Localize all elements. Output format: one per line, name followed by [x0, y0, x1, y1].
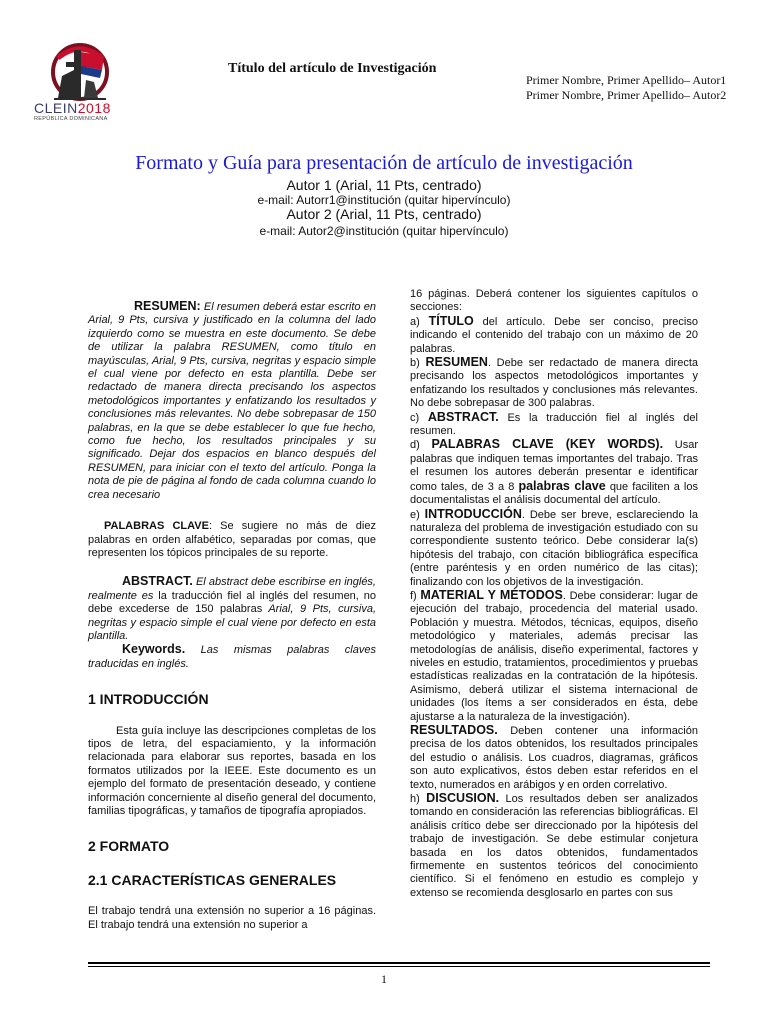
abstract-label: ABSTRACT. — [122, 574, 193, 589]
header-document-title: Título del artículo de Investigación — [228, 61, 437, 76]
section-f-text: . Debe considerar: lugar de ejecución del trabajo, procedencia del material usado. Población y muestra. Métodos, técnicas, equipos, diseño metodológico y materiales, además precisar las metodologías de análisis, diseño experimental, factores y niveles en estudio, tratamientos, procedimientos y pruebas estadísticas realizadas en la contratación de la hipótesis. Asimismo, deberá utilizar el sistema internacional de unidades (los ítems a ser considerados en ésta, debe ajustarse a la naturaleza de la investigación). — [410, 589, 698, 723]
heading-formato: 2 FORMATO — [88, 838, 170, 855]
left-column — [88, 300, 376, 932]
section-g-label: RESULTADOS. — [410, 723, 498, 737]
section-e — [410, 508, 698, 589]
introduccion-text: Esta guía incluye las descripciones completas de los tipos de letra, del espaciamiento, y la información relacionada para elaborar sus reportes, basada en los formatos utilizados por la IEEE. Este documento es un ejemplo del formato de presentación deseado, y contiene información concerniente al diseño general del documento, familias tipográficas, y tamaños de tipografía apropiados. — [88, 724, 377, 817]
author-1-email: e-mail: Autorr1@institución (quitar hipervínculo) — [257, 193, 511, 207]
abstract-text-plain: la traducción fiel al inglés del resumen, no debe excederse de 150 palabras — [88, 589, 376, 616]
section-h-text: Los resultados deben ser analizados tomando en consideración las referencias bibliográficas. El análisis crítico debe ser direccionado por la hipótesis del trabajo de investigación. Se debe estimular conjetura basada en los datos obtenidos, fundamentados firmemente en sustentos teóricos del conocimiento científico. Si el fenómeno en estudio es complejo y extenso se recomienda desglosarlo en partes con sus — [410, 793, 698, 899]
keywords-text: Las mismas palabras claves traducidas en inglés. — [88, 644, 376, 670]
section-g-text: Deben contener una información precisa de los datos obtenidos, los resultados principales del estudio o análisis. Los cuadros, diagramas, gráficos son auto explicativos, éstos deben estar referidos en el texto, numerados en arábigos y en orden correlativo. — [410, 725, 698, 791]
section-h-label: DISCUSION. — [426, 791, 500, 806]
palabras-clave-text: : Se sugiere no más de diez palabras en orden alfabético, separadas por comas, que representen los tópicos principales de su reporte. — [88, 520, 376, 559]
caracteristicas-text: El trabajo tendrá una extensión no superior a 16 páginas. El trabajo tendrá una extensión no superior a — [88, 905, 376, 931]
section-a-prefix: a) — [410, 315, 429, 328]
section-e-text: . Debe ser breve, esclareciendo la naturaleza del problema de investigación estudiado con su correspondiente sustento teórico. Debe considerar la(s) hipótesis del trabajo, con citación bibliográfica específica (entre paréntesis y en orden numérico de las citas); finalizando con los objetivos de la investigación. — [410, 508, 698, 588]
section-c-prefix: c) — [410, 411, 428, 424]
article-title: Formato y Guía para presentación de artículo de investigación — [135, 152, 633, 174]
abstract-paragraph — [88, 575, 376, 643]
heading-caracteristicas: 2.1 CARACTERÍSTICAS GENERALES — [88, 871, 337, 888]
header-author-1: Primer Nombre, Primer Apellido– Autor1 — [526, 73, 727, 87]
header-author-2: Primer Nombre, Primer Apellido– Autor2 — [526, 88, 727, 102]
abstract-text-italic-1: El abstract debe escribirse en inglés, realmente es — [88, 576, 376, 602]
resumen-paragraph — [88, 300, 376, 502]
author-1: Autor 1 (Arial, 11 Pts, centrado) — [286, 177, 482, 193]
section-c — [410, 411, 698, 439]
logo-wordmark — [34, 100, 134, 122]
right-column — [410, 288, 698, 900]
keywords-label: Keywords. — [122, 642, 186, 657]
section-d — [410, 438, 698, 507]
section-b-prefix: b) — [410, 357, 426, 370]
section-d-text-1: Usar palabras que indiquen temas importantes del trabajo. Tras el resumen los autores deberán presentar e identificar como tales, de 3 a 8 — [410, 439, 699, 493]
sections-intro: 16 páginas. Deberá contener los siguientes capítulos o secciones: — [410, 288, 698, 314]
footer-rule-thick — [88, 962, 710, 964]
keywords-paragraph — [88, 643, 376, 671]
section-h-prefix: h) — [410, 793, 427, 806]
section-d-label-2: palabras clave — [518, 478, 606, 493]
resumen-text: El resumen deberá estar escrito en Arial, 9 Pts, cursiva y justificado en la columna del lado izquierdo como se muestra en este documento. Se debe de utilizar la palabra RESUMEN, como título en mayúsculas, Arial, 9 Pts, cursiva, negritas y espacio simple el cual viene por defecto en esta plantilla. Debe ser redactado de manera directa precisando los aspectos metodológicos importantes y enfatizando los resultados y conclusiones más relevantes. No debe sobrepasar de 150 palabras, en la que se debe establecer lo que fue hecho, como fue hecho, los resultados principales y su significado. Dejar dos espacios en blanco después del RESUMEN, para iniciar con el texto del artículo. Ponga la nota de pie de página al fondo de cada columna cuando lo crea necesario — [88, 301, 376, 501]
section-e-prefix: e) — [410, 508, 425, 521]
section-b — [410, 356, 698, 411]
footer-rule-thin — [88, 966, 710, 967]
palabras-clave-paragraph — [88, 520, 376, 560]
section-h — [410, 792, 698, 900]
section-f — [410, 589, 698, 724]
logo-year: 2018 — [77, 100, 111, 116]
section-g — [410, 724, 698, 792]
section-c-label: ABSTRACT. — [427, 409, 499, 424]
section-d-text-2: que faciliten a los documentalistas el análisis documental del artículo. — [410, 480, 698, 507]
section-a-label: TÍTULO — [428, 313, 474, 328]
author-2: Autor 2 (Arial, 11 Pts, centrado) — [286, 206, 482, 222]
section-a-text: del artículo. Debe ser conciso, preciso indicando el contenido del trabajo con un máximo de 20 palabras. — [410, 315, 698, 355]
header-authors — [526, 73, 726, 103]
section-f-label: MATERIAL Y MÉTODOS — [420, 587, 563, 602]
logo-subtitle: REPÚBLICA DOMINICANA — [34, 116, 108, 122]
section-d-label: PALABRAS CLAVE (KEY WORDS). — [431, 437, 664, 452]
abstract-text-italic-2: Arial, 9 Pts, cursiva, negritas y espacio simple el cual viene por defecto en esta plantilla. — [88, 603, 377, 642]
section-f-prefix: f) — [410, 589, 421, 602]
section-c-text: Es la traducción fiel al inglés del resumen. — [410, 411, 698, 438]
logo-name: CLEIN — [34, 100, 78, 116]
section-b-label: RESUMEN — [425, 355, 488, 370]
author-2-email: e-mail: Autor2@institución (quitar hipervínculo) — [259, 224, 509, 238]
section-e-label: INTRODUCCIÓN — [424, 506, 522, 521]
section-d-prefix: d) — [410, 439, 432, 452]
page-number: 1 — [381, 972, 387, 986]
palabras-clave-label: PALABRAS CLAVE — [104, 520, 209, 533]
section-a — [410, 315, 698, 356]
resumen-label: RESUMEN: — [134, 299, 201, 313]
heading-introduccion: 1 INTRODUCCIÓN — [88, 691, 209, 708]
section-b-text: . Debe ser redactado de manera directa precisando los aspectos metodológicos importantes y enfatizando los resultados y conclusiones más relevantes. No debe sobrepasar de 300 palabras. — [410, 357, 698, 410]
